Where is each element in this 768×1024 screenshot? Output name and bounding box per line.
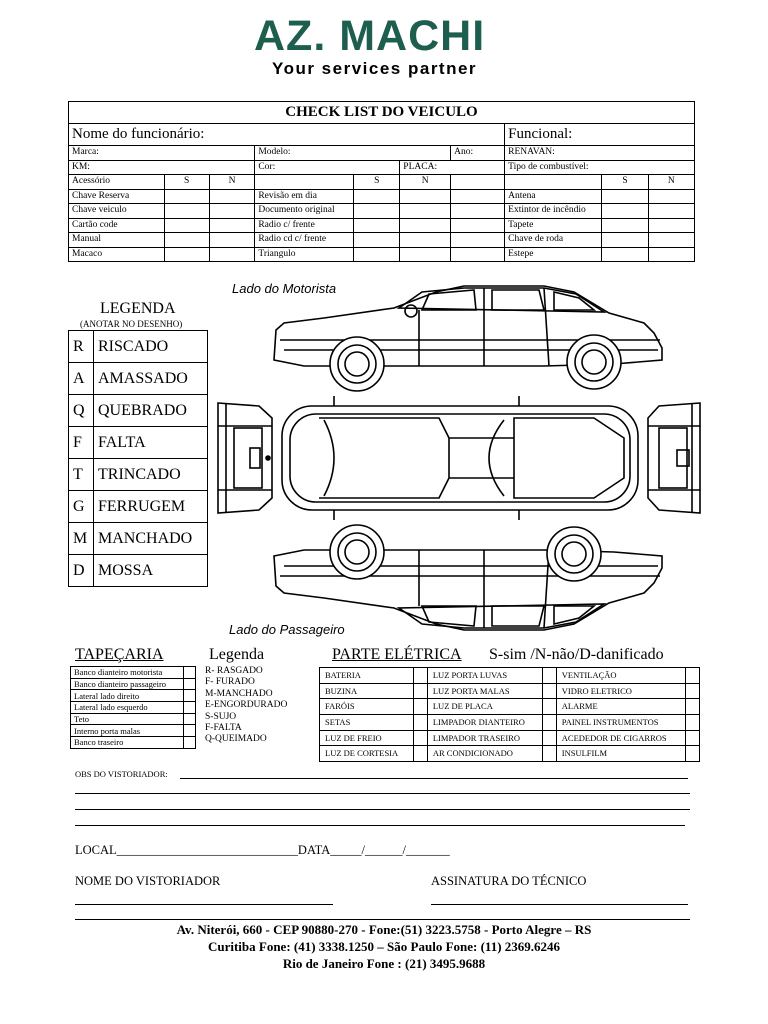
table-row: [320, 683, 700, 699]
electrical-checkbox[interactable]: [413, 746, 427, 762]
upholstery-legend-title: Legenda: [209, 646, 265, 663]
yes-header: S: [164, 175, 209, 190]
electrical-item: ACEDEDOR DE CIGARROS: [556, 730, 685, 746]
electrical-checkbox[interactable]: [413, 715, 427, 731]
table-row: [71, 713, 196, 725]
brand-field[interactable]: Marca:: [69, 146, 255, 161]
accessory-item: Cartão code: [69, 218, 165, 233]
accessory-item: Chave veiculo: [69, 204, 165, 219]
vehicle-checklist-table: [68, 101, 695, 262]
accessory-item: Antena: [505, 189, 602, 204]
accessory-item: Radio c/ frente: [255, 218, 354, 233]
upholstery-checkbox[interactable]: [184, 702, 196, 714]
plate-field[interactable]: PLACA:: [400, 160, 505, 175]
technician-signature-label: ASSINATURA DO TÉCNICO: [431, 874, 587, 888]
table-row: [320, 699, 700, 715]
notes-line[interactable]: [75, 793, 690, 794]
legend-label: TRINCADO: [94, 459, 208, 491]
electrical-checkbox[interactable]: [686, 699, 700, 715]
electrical-title: PARTE ELÉTRICA: [332, 646, 462, 663]
inspector-name-label: NOME DO VISTORIADOR: [75, 874, 221, 888]
electrical-checkbox[interactable]: [686, 683, 700, 699]
upholstery-item: Teto: [71, 713, 184, 725]
no-header: N: [209, 175, 255, 190]
electrical-checkbox[interactable]: [413, 699, 427, 715]
car-front-view[interactable]: [218, 403, 272, 513]
electrical-item: LUZ PORTA LUVAS: [427, 668, 542, 684]
upholstery-code: S-SUJO: [205, 711, 237, 722]
notes-line[interactable]: [180, 778, 688, 779]
upholstery-legend-codes: [205, 666, 287, 746]
electrical-item: PAINEL INSTRUMENTOS: [556, 715, 685, 731]
electrical-item: SETAS: [320, 715, 414, 731]
accessory-item: Triangulo: [255, 247, 354, 262]
upholstery-code: F- FURADO: [205, 677, 255, 688]
color-field[interactable]: Cor:: [255, 160, 400, 175]
no-checkbox[interactable]: [400, 233, 451, 248]
electrical-checkbox[interactable]: [413, 730, 427, 746]
footer-address: Av. Niterói, 660 - CEP 90880-270 - Fone:(51) 3223.5758 - Porto Alegre – RS: [176, 922, 592, 937]
legend-row: [69, 427, 208, 459]
accessory-item: Manual: [69, 233, 165, 248]
yes-header: S: [602, 175, 648, 190]
km-field[interactable]: KM:: [69, 160, 255, 175]
electrical-item: LIMPADOR TRASEIRO: [427, 730, 542, 746]
car-rear-view[interactable]: [648, 403, 700, 513]
location-date-field[interactable]: LOCAL_____________________________DATA_____/______/_______: [75, 843, 450, 857]
upholstery-item: Interno porta malas: [71, 725, 184, 737]
accessory-item: Macaco: [69, 247, 165, 262]
upholstery-checkbox[interactable]: [184, 725, 196, 737]
table-row: [71, 725, 196, 737]
legend-label: FERRUGEM: [94, 491, 208, 523]
no-checkbox[interactable]: [209, 204, 255, 219]
yes-checkbox[interactable]: [602, 204, 648, 219]
legend-code: T: [69, 459, 94, 491]
no-checkbox[interactable]: [648, 218, 694, 233]
electrical-item: BATERIA: [320, 668, 414, 684]
legend-code: F: [69, 427, 94, 459]
checklist-title: CHECK LIST DO VEICULO: [69, 102, 695, 124]
legend-label: FALTA: [94, 427, 208, 459]
no-header: N: [648, 175, 694, 190]
upholstery-code: E-ENGORDURADO: [205, 700, 288, 711]
upholstery-code: M-MANCHADO: [205, 688, 273, 699]
yes-checkbox[interactable]: [354, 233, 400, 248]
upholstery-checkbox[interactable]: [184, 713, 196, 725]
upholstery-checkbox[interactable]: [184, 678, 196, 690]
table-row: [71, 667, 196, 679]
yes-checkbox[interactable]: [354, 204, 400, 219]
upholstery-checkbox[interactable]: [184, 667, 196, 679]
electrical-item: AR CONDICIONADO: [427, 746, 542, 762]
accessory-item: Estepe: [505, 247, 602, 262]
upholstery-code: F-FALTA: [205, 723, 242, 734]
no-checkbox[interactable]: [648, 233, 694, 248]
electrical-subtitle: S-sim /N-não/D-danificado: [489, 646, 664, 663]
accessory-item: Radio cd c/ frente: [255, 233, 354, 248]
electrical-checkbox[interactable]: [542, 715, 556, 731]
electrical-checkbox[interactable]: [686, 746, 700, 762]
legend-code: D: [69, 555, 94, 587]
table-row: [71, 690, 196, 702]
table-row: [320, 668, 700, 684]
yes-checkbox[interactable]: [164, 247, 209, 262]
footer-phones: Curitiba Fone: (41) 3338.1250 – São Paulo Fone: (11) 2369.6246: [207, 939, 561, 954]
accessory-item: Revisão em dia: [255, 189, 354, 204]
electrical-item: BUZINA: [320, 683, 414, 699]
legend-row: [69, 491, 208, 523]
yes-checkbox[interactable]: [354, 189, 400, 204]
fuel-type-field[interactable]: Tipo de combustível:: [505, 160, 695, 175]
driver-side-label: Lado do Motorista: [232, 281, 337, 296]
legend-code: M: [69, 523, 94, 555]
legend-label: QUEBRADO: [94, 395, 208, 427]
upholstery-code: Q-QUEIMADO: [205, 734, 267, 745]
table-row: [320, 746, 700, 762]
no-header: N: [400, 175, 451, 190]
electrical-item: ALARME: [556, 699, 685, 715]
yes-checkbox[interactable]: [164, 189, 209, 204]
electrical-checkbox[interactable]: [542, 699, 556, 715]
accessory-header: Acessório: [69, 175, 165, 190]
year-field[interactable]: Ano:: [451, 146, 505, 161]
electrical-checkbox[interactable]: [686, 668, 700, 684]
company-logo: AZ. MACHI: [254, 12, 486, 60]
upholstery-item: Banco dianteiro motorista: [71, 667, 184, 679]
no-checkbox[interactable]: [648, 204, 694, 219]
footer-phone-rj: Rio de Janeiro Fone : (21) 3495.9688: [282, 956, 486, 971]
electrical-checkbox[interactable]: [686, 715, 700, 731]
car-driver-side-view[interactable]: [274, 286, 662, 391]
upholstery-table: [70, 666, 196, 749]
electrical-item: FARÓIS: [320, 699, 414, 715]
company-tagline: Your services partner: [272, 59, 478, 78]
notes-line[interactable]: [75, 809, 690, 810]
passenger-side-label: Lado do Passageiro: [229, 622, 345, 637]
accessory-item: Documento original: [255, 204, 354, 219]
no-checkbox[interactable]: [209, 247, 255, 262]
table-row: [71, 702, 196, 714]
legend-code: Q: [69, 395, 94, 427]
table-row: [320, 730, 700, 746]
renavan-field[interactable]: RENAVAN:: [505, 146, 695, 161]
electrical-item: VIDRO ELETRICO: [556, 683, 685, 699]
electrical-table: [319, 667, 700, 762]
legend-code: G: [69, 491, 94, 523]
electrical-item: LIMPADOR DIANTEIRO: [427, 715, 542, 731]
damage-legend-table: [68, 330, 208, 587]
upholstery-item: Banco traseiro: [71, 737, 184, 749]
upholstery-item: Banco dianteiro passageiro: [71, 678, 184, 690]
yes-checkbox[interactable]: [354, 218, 400, 233]
accessory-item: Chave de roda: [505, 233, 602, 248]
model-field[interactable]: Modelo:: [255, 146, 451, 161]
yes-checkbox[interactable]: [164, 218, 209, 233]
table-row: [71, 678, 196, 690]
upholstery-title: TAPEÇARIA: [75, 646, 164, 663]
technician-signature-line[interactable]: [431, 904, 688, 905]
yes-checkbox[interactable]: [164, 204, 209, 219]
car-top-view[interactable]: [282, 396, 638, 520]
electrical-checkbox[interactable]: [413, 683, 427, 699]
legend-code: R: [69, 331, 94, 363]
car-damage-diagram[interactable]: [214, 278, 704, 638]
electrical-checkbox[interactable]: [542, 683, 556, 699]
no-checkbox[interactable]: [209, 233, 255, 248]
electrical-checkbox[interactable]: [413, 668, 427, 684]
no-checkbox[interactable]: [400, 218, 451, 233]
legend-label: RISCADO: [94, 331, 208, 363]
electrical-item: LUZ DE PLACA: [427, 699, 542, 715]
yes-checkbox[interactable]: [602, 218, 648, 233]
car-passenger-side-view[interactable]: [274, 525, 662, 630]
no-checkbox[interactable]: [209, 189, 255, 204]
yes-checkbox[interactable]: [602, 247, 648, 262]
electrical-item: INSULFILM: [556, 746, 685, 762]
yes-checkbox[interactable]: [602, 189, 648, 204]
electrical-item: LUZ DE CORTESIA: [320, 746, 414, 762]
no-checkbox[interactable]: [648, 189, 694, 204]
legend-row: [69, 395, 208, 427]
yes-checkbox[interactable]: [602, 233, 648, 248]
legend-subtitle: (ANOTAR NO DESENHO): [80, 319, 183, 329]
legend-label: MANCHADO: [94, 523, 208, 555]
upholstery-item: Lateral lado direito: [71, 690, 184, 702]
upholstery-item: Lateral lado esquerdo: [71, 702, 184, 714]
no-checkbox[interactable]: [400, 247, 451, 262]
electrical-checkbox[interactable]: [686, 730, 700, 746]
functional-id-field[interactable]: Funcional:: [505, 124, 695, 146]
upholstery-code: R- RASGADO: [205, 666, 263, 676]
electrical-checkbox[interactable]: [542, 746, 556, 762]
yes-checkbox[interactable]: [164, 233, 209, 248]
electrical-checkbox[interactable]: [542, 730, 556, 746]
no-checkbox[interactable]: [648, 247, 694, 262]
electrical-item: LUZ DE FREIO: [320, 730, 414, 746]
legend-title: LEGENDA: [100, 300, 176, 317]
yes-checkbox[interactable]: [354, 247, 400, 262]
electrical-item: VENTILAÇÃO: [556, 668, 685, 684]
legend-row: [69, 523, 208, 555]
legend-row: [69, 459, 208, 491]
table-row: [320, 715, 700, 731]
accessory-item: Extintor de incêndio: [505, 204, 602, 219]
employee-name-field[interactable]: Nome do funcionário:: [69, 124, 505, 146]
notes-line[interactable]: [75, 825, 685, 826]
electrical-item: LUZ PORTA MALAS: [427, 683, 542, 699]
yes-header: S: [354, 175, 400, 190]
table-row: [71, 737, 196, 749]
legend-row: [69, 363, 208, 395]
accessory-item: Tapete: [505, 218, 602, 233]
no-checkbox[interactable]: [209, 218, 255, 233]
upholstery-checkbox[interactable]: [184, 690, 196, 702]
legend-code: A: [69, 363, 94, 395]
upholstery-checkbox[interactable]: [184, 737, 196, 749]
legend-row: [69, 331, 208, 363]
legend-label: AMASSADO: [94, 363, 208, 395]
inspector-notes-label: OBS DO VISTORIADOR:: [75, 769, 168, 779]
no-checkbox[interactable]: [400, 204, 451, 219]
inspector-name-line[interactable]: [75, 904, 333, 905]
electrical-checkbox[interactable]: [542, 668, 556, 684]
no-checkbox[interactable]: [400, 189, 451, 204]
legend-label: MOSSA: [94, 555, 208, 587]
legend-row: [69, 555, 208, 587]
divider: [75, 919, 690, 920]
accessory-item: Chave Reserva: [69, 189, 165, 204]
